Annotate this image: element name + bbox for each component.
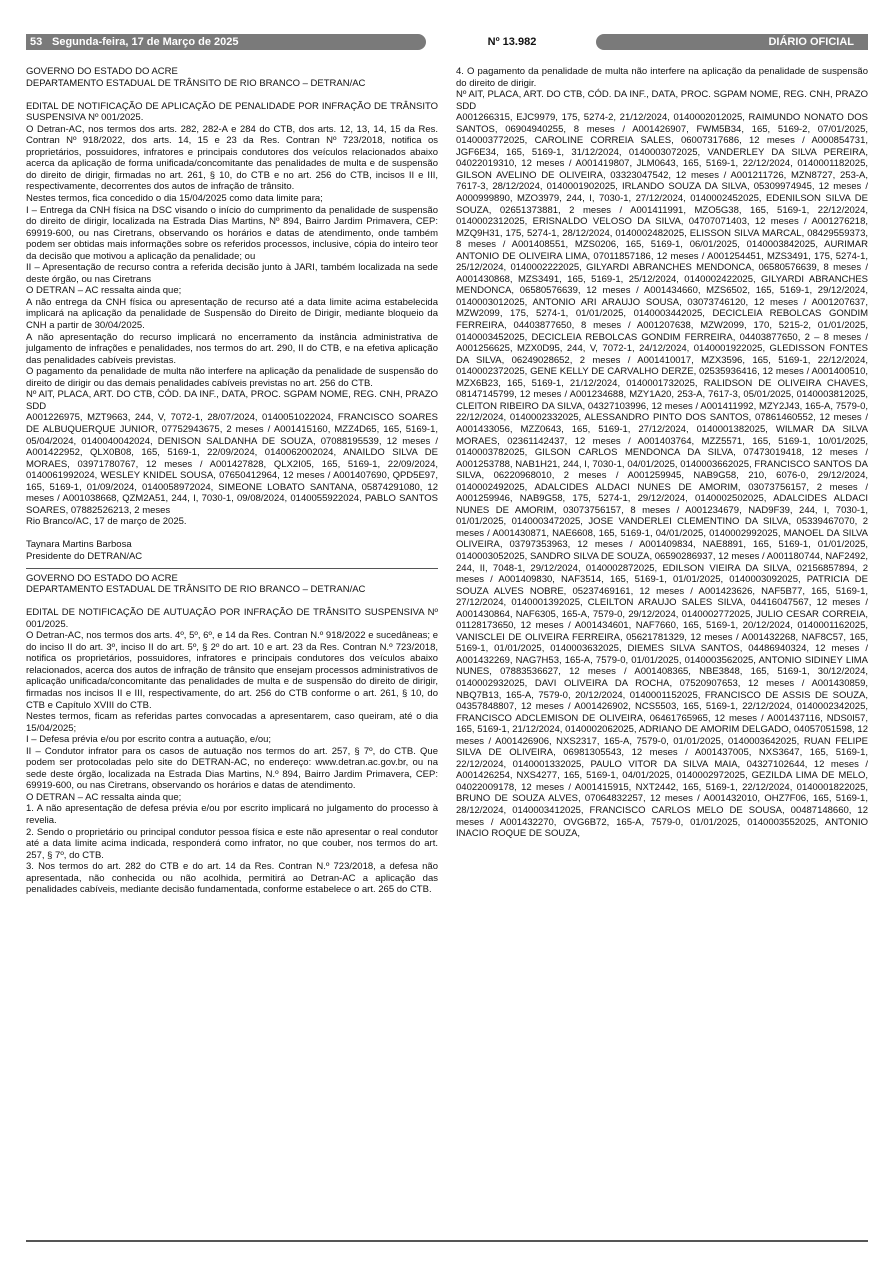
record-list: A001226975, MZT9663, 244, V, 7072-1, 28/07/2024, 0140051022024, FRANCISCO SOARES DE ALBUQUERQUE JUNIOR, 07752943675, 2 meses / A001415160, MZZ4D65, 165, 5169-1, 05/04/2024, 0140040042024, DENISON SALDANHA DE SOUZA, 07088195539, 12 meses / A001422952, QLX0B08, 165, 5169-1, 22/09/2024, 0140062002024, ANAILDO SILVA DE MORAES, 03971780767, 12 meses / A001427828, QLX2I05, 165, 5169-1, 22/09/2024, 0140061992024, WESLEY KNIDEL SOUSA, 07650412964, 12 meses / A001407690, QPD5E97, 165, 5169-1, 01/09/2024, 0140058972024, SIMEONE LOBATO SANTANA, 05874291080, 12 meses / A001038668, QZM2A51, 244, I, 7030-1, 09/08/2024, 0140055922024, PABLO SANTOS SOARES, 07882526213, 2 meses [26, 412, 438, 516]
paragraph: II – Condutor infrator para os casos de autuação nos termos do art. 257, § 7º, do CTB. Que podem ser protocoladas pelo site do DETRAN-AC, no endereço: www.detran.ac.gov.br, ou na sede deste órgão, localizada na Estrada Dias Martins, N.º 894, Bairro Jardim Primavera, CEP: 69919-600, ou nas Ciretrans, observando os horários e datas de atendimento. [26, 745, 438, 792]
paragraph: I – Entrega da CNH física na DSC visando o início do cumprimento da penalidade de suspensão do direito de dirigir, localizada na Estrada Dias Martins, Nº 894, Bairro Jardim Primavera, CEP: 69919-600, ou nas Ciretrans, observando os horários e datas de atendimento, onde também podem ser obtidas mais informações sobre os referidos processos, inclusive, cópia do inteiro teor da decisão que motivou a aplicação da penalidade; ou [26, 204, 438, 262]
section-divider [26, 568, 438, 569]
edital-title: EDITAL DE NOTIFICAÇÃO DE AUTUAÇÃO POR INFRAÇÃO DE TRÂNSITO SUSPENSIVA Nº 001/2025. [26, 607, 438, 630]
dept-heading: DEPARTAMENTO ESTADUAL DE TRÂNSITO DE RIO BRANCO – DETRAN/AC [26, 77, 366, 89]
gov-heading: GOVERNO DO ESTADO DO ACRE [26, 572, 178, 584]
left-column [26, 66, 438, 896]
place-date: Rio Branco/AC, 17 de março de 2025. [26, 516, 187, 528]
paragraph: A não entrega da CNH física ou apresentação de recurso até a data limite acima estabelecida implicará na aplicação da penalidade de Suspensão do Direito de Dirigir, mediante bloqueio da CNH a partir de 30/04/2025. [26, 296, 438, 332]
paragraph: I – Defesa prévia e/ou por escrito contra a autuação, e/ou; [26, 734, 272, 746]
paragraph: O pagamento da penalidade de multa não interfere na aplicação da penalidade de suspensão do direito de dirigir ou das demais penalidades cabíveis previstas no art. 256 do CTB. [26, 366, 438, 389]
paragraph: A não apresentação do recurso implicará no encerramento da instância administrativa de julgamento de infrações e penalidades, nos termos do art. 290, II do CTB, e na efetiva aplicação das penalidades cabíveis previstas. [26, 331, 438, 366]
dept-heading: DEPARTAMENTO ESTADUAL DE TRÂNSITO DE RIO BRANCO – DETRAN/AC [26, 584, 366, 596]
paragraph: 3. Nos termos do art. 282 do CTB e do art. 14 da Res. Contran N.º 723/2018, a defesa não apresentada, não conhecida ou não acolhida, permitirá ao Detran-AC a aplicação das penalidades cabíveis, mediante decisão fundamentada, conforme estabelece o art. 265 do CTB. [26, 861, 438, 896]
record-list: A001266315, EJC9979, 175, 5274-2, 21/12/2024, 0140002012025, RAIMUNDO NONATO DOS SANTOS, 06904940255, 8 meses / A001426907, FWM5B34, 165, 5169-2, 07/01/2025, 0140003772025, CAROLINE CORREIA SALES, 06007317686, 12 meses / A000854731, JGF6E34, 165, 5169-1, 31/12/2024, 0140003072025, VANDERLEY DA SILVA PEREIRA, 04022019310, 12 meses / A001419807, JLM0643, 165, 5169-1, 22/12/2024, 0140001182025, GILSON AVELINO DE OLIVEIRA, 03323047542, 12 meses / A001211726, MZN8727, 253-A, 7617-3, 28/12/2024, 0140001902025, IRLANDO SOUZA DA SILVA, 05309974945, 12 meses / A000999890, MZO3979, 244, I, 7030-1, 27/12/2024, 0140002452025, EDENILSON SILVA DE SOUZA, 02651373881, 2 meses / A001411991, MZO5G38, 165, 5169-1, 22/12/2024, 0140002312025, ERISNALDO VELOSO DA SILVA, 04707071403, 12 meses / A001276218, MZQ9H31, 175, 5274-1, 28/12/2024, 0140002482025, ELISSON SILVA MARCAL, 08429559373, 8 meses / A001408551, MZS0206, 165, 5169-1, 06/01/2025, 0140003842025, AURIMAR ANTONIO DE OLIVEIRA LIMA, 07011857186, 12 meses / A001254451, MZS3491, 175, 5274-1, 25/12/2024, 0140002222025, GILYARDI ABRANCHES MENDONCA, 06580576639, 8 meses / A001430868, MZS3491, 165, 5169-1, 25/12/2024, 0140002422025, GILYARDI ABRANCHES MENDONCA, 06580576639, 12 meses / A001434660, MZS6502, 165, 5169-1, 29/12/2024, 0140003012025, ANTONIO ARI ARAUJO SOUSA, 03073746120, 12 meses / A001207637, MZW2099, 175, 5274-1, 01/01/2025, 0140003442025, DECICLEIA REBOLCAS GONDIM FERREIRA, 04403877650, 8 meses / A001207638, MZW2099, 170, 5215-2, 01/01/2025, 0140003452025, DECICLEIA REBOLCAS GONDIM FERREIRA, 04403877650, 2 – 8 meses / A001256625, MZX0D95, 244, V, 7072-1, 24/12/2024, 0140001922025, GLEDISSON FONTES DA SILVA, 06249028652, 2 meses / A001410017, MZX3596, 165, 5169-1, 22/12/2024, 0140002372025, GENE KELLY DE CARVALHO DERZE, 02535936416, 12 meses / A001400510, MZX6B23, 165, 5169-1, 21/12/2024, 0140001732025, RALIDSON DE OLIVEIRA CHAVES, 08147145799, 12 meses / A001234688, MZY1A20, 253-A, 7617-3, 05/01/2025, 0140003812025, CLEITON RIBEIRO DA SILVA, 04327103996, 12 meses / A001411992, MZY2J43, 165-A, 7579-0, 22/12/2024, 0140002332025, ALESSANDRO PINTO DOS SANTOS, 07861460552, 12 meses / A001433056, MZZ0643, 165, 5169-1, 27/12/2024, 0140001382025, WILMAR DA SILVA MORAES, 02361142437, 12 meses / A001403764, MZZ5571, 165, 5169-1, 10/01/2025, 0140003782025, GILSON CARLOS MENDONCA DA SILVA, 07473019418, 12 meses / A001253788, NAB1H21, 244, I, 7030-1, 04/01/2025, 0140003662025, FRANCISCO SANTOS DA SILVA, 06220968010, 2 meses / A001259945, NAB9G58, 210, 6076-0, 29/12/2024, 0140002492025, ADALCIDES ALDACI NUNES DE AMORIM, 03073756157, 2 meses / A001259946, NAB9G58, 175, 5274-1, 29/12/2024, 0140002502025, ADALCIDES ALDACI NUNES DE AMORIM, 03073756157, 8 meses / A001234679, NAD9F39, 244, I, 7030-1, 01/01/2025, 0140003472025, JOSE VANDERLEI CLEMENTINO DA SILVA, 05339467070, 2 meses / A001430871, NAE6608, 165, 5169-1, 04/01/2025, 0140002992025, MANOEL DA SILVA OLIVEIRA, 03797353963, 12 meses / A001409834, NAE8891, 165, 5169-1, 01/01/2025, 0140003052025, SANDRO SILVA DE SOUZA, 06590286937, 12 meses / A001180744, NAF2492, 244, II, 7048-1, 29/12/2024, 0140002872025, EDILSON VIEIRA DA SILVA, 02156857894, 2 meses / A001409830, NAF3514, 165, 5169-1, 01/01/2025, 0140003092025, PATRICIA DE SOUZA ALVES NOBRE, 05237469161, 12 meses / A001423626, NAF5B77, 165, 5169-1, 27/12/2024, 0140001392025, CLEILTON ARAUJO SALES SILVA, 04416047567, 12 meses / A001430864, NAF6305, 165-A, 7579-0, 29/12/2024, 0140002772025, JULIO CESAR CORREIA, 01128173650, 12 meses / A001434601, NAF7660, 165, 5169-1, 20/12/2024, 0140001162025, VANISCLEI DE OLIVEIRA FERREIRA, 05621781329, 12 meses / A001432268, NAF8C57, 165, 5169-1, 01/01/2025, 0140003632025, DIEMES SILVA SANTOS, 04486940324, 12 meses / A001432269, NAG7H53, 165-A, 7579-0, 01/01/2025, 0140003562025, ANTONIO SIDINEY LIMA NUNES, 07883536627, 12 meses / A001408365, NBE3848, 165, 5169-1, 30/12/2024, 0140002932025, DAVI OLIVEIRA DA ROCHA, 07520907653, 12 meses / A001430859, NBQ7B13, 165-A, 7579-0, 20/12/2024, 0140001152025, FRANCISCO DE ASSIS DE SOUZA, 04357848807, 12 meses / A001426902, NCS5503, 165, 5169-1, 22/12/2024, 0140002342025, FRANCISCO ADCLEMISON DE OLIVEIRA, 06461765965, 12 meses / A001437116, NDS0I57, 165, 5169-1, 21/12/2024, 0140002062025, ADRIANO DE AMORIM DELGADO, 04057051598, 12 meses / A001426906, NXS2317, 165-A, 7579-0, 01/01/2025, 0140003642025, RUAN FELIPE SILVA DE OLIVEIRA, 06981305543, 12 meses / A001437005, NXS3647, 165, 5169-1, 22/12/2024, 0140001332025, PAULO VITOR DA SILVA MAIA, 04327102644, 12 meses / A001426254, NXS4277, 165, 5169-1, 04/01/2025, 0140002972025, GEZILDA LIMA DE MELO, 04022009178, 12 meses / A001415915, NXT2442, 165, 5169-1, 22/12/2024, 0140001822025, BRUNO DE SOUZA ALVES, 07064832257, 12 meses / A001432010, OHZ7F06, 165, 5169-1, 28/12/2024, 0140003412025, FRANCISCO CARLOS MELO DE SOUSA, 00487148660, 12 meses / A001432270, OVG6B72, 165-A, 7579-0, 01/01/2025, 0140003552025, ANTONIO INACIO ROQUE DE SOUZA, [456, 112, 868, 840]
paragraph: Nestes termos, fica concedido o dia 15/04/2025 como data limite para; [26, 193, 323, 205]
issue-date: Segunda-feira, 17 de Março de 2025 [52, 36, 239, 48]
signatory-name: Taynara Martins Barbosa [26, 539, 132, 551]
paragraph: O DETRAN – AC ressalta ainda que; [26, 791, 182, 803]
edital-title: EDITAL DE NOTIFICAÇÃO DE APLICAÇÃO DE PENALIDADE POR INFRAÇÃO DE TRÂNSITO SUSPENSIVA Nº 001/2025. [26, 100, 438, 124]
page-header [26, 32, 868, 52]
list-header: Nº AIT, PLACA, ART. DO CTB, CÓD. DA INF., DATA, PROC. SGPAM NOME, REG. CNH, PRAZO SDD [26, 389, 438, 412]
list-header: Nº AIT, PLACA, ART. DO CTB, CÓD. DA INF., DATA, PROC. SGPAM NOME, REG. CNH, PRAZO SDD [456, 89, 868, 112]
footer-rule [26, 1240, 868, 1242]
paragraph: O Detran-AC, nos termos dos arts. 4º, 5º, 6º, e 14 da Res. Contran N.º 918/2022 e sucedâneas; e do inciso II do art. 3º, inciso II do art. 5º, § 2º do art. 10 e art. 23 da Res. Contran N.º 723/2018, notifica os proprietários, possuidores, infratores e principais condutores dos veículos abaixo relacionados, acerca dos autos de infração de trânsito que ensejam processos administrativos de aplicação unificada/concomitante das penalidades de multa e de suspensão do direito de dirigir, firmadas nos incisos II e III, respectivamente, do art. 256 do CTB conforme o art. 261, § 10, do CTB e Capítulo XVIII do CTB. [26, 630, 438, 711]
page-number: 53 [30, 36, 43, 48]
gov-heading: GOVERNO DO ESTADO DO ACRE [26, 66, 178, 77]
paragraph: II – Apresentação de recurso contra a referida decisão junto à JARI, também localizada na sede deste órgão, ou nas Ciretrans [26, 262, 438, 285]
paragraph: 2. Sendo o proprietário ou principal condutor pessoa física e este não apresentar o real condutor até a data limite acima indicada, responderá como infrator, no que couber, nos termos do art. 257, § 7º, do CTB. [26, 826, 438, 861]
issue-number: Nº 13.982 [487, 36, 537, 48]
paragraph: 4. O pagamento da penalidade de multa não interfere na aplicação da penalidade de suspensão do direito de dirigir. [456, 66, 868, 89]
paragraph: O DETRAN – AC ressalta ainda que; [26, 285, 182, 297]
paragraph: Nestes termos, ficam as referidas partes convocadas a apresentarem, caso queiram, até o dia 15/04/2025; [26, 711, 438, 734]
signatory-role: Presidente do DETRAN/AC [26, 550, 143, 562]
paragraph: 1. A não apresentação de defesa prévia e/ou por escrito implicará no julgamento do processo à revelia. [26, 803, 438, 826]
paragraph: O Detran-AC, nos termos dos arts. 282, 282-A e 284 do CTB, dos arts. 12, 13, 14, 15 da Res. Contran Nº 918/2022, dos arts. 14, 15 e 23 da Res. Contran Nº 723/2018, notifica os proprietários, possuidores, infratores e principais condutores dos veículos relacionados abaixo acerca da aplicação de forma unificada/concomitante das penalidades de multa e de suspensão do direito de dirigir, firmadas no art. 261, § 10, do CTB e no art. 256 do CTB, incisos II e III, respectivamente, decorrentes dos autos de infração de trânsito. [26, 123, 438, 193]
right-column [456, 66, 868, 840]
publication-title: DIÁRIO OFICIAL [768, 36, 854, 48]
